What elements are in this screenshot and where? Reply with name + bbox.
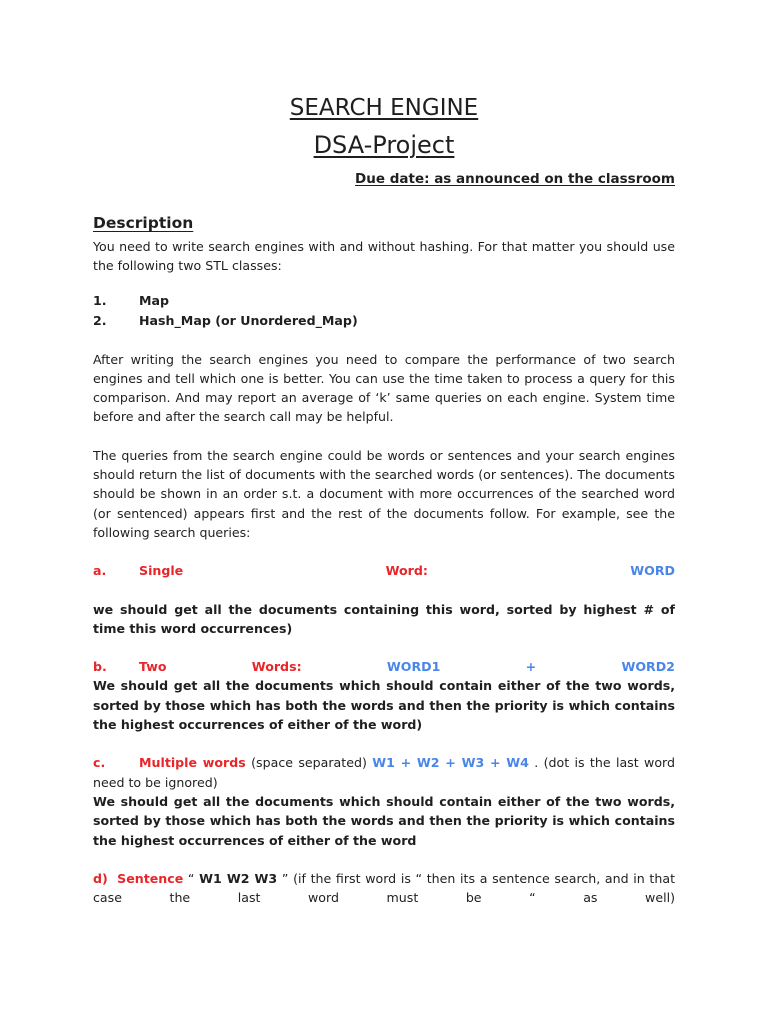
document-subtitle — [93, 127, 675, 164]
item-plus: + — [525, 659, 537, 675]
query-item-d — [93, 869, 675, 908]
query-item-b — [93, 657, 675, 676]
item-after: . (dot is the last word need to be ignored) — [93, 755, 675, 790]
queries-paragraph: The queries from the search engine could be words or sentences and your search engines should return the list of documents with the searched words (or sentences). The documents should be shown in an order s.t. a document with more occurrences of the searched word (or sentenced) appears first and the rest of the documents follow. For example, see the following search queries: — [93, 447, 675, 540]
intro-paragraph: You need to write search engines with and without hashing. For that matter you should use the following two STL classes: — [93, 239, 675, 274]
item-label: Sentence — [117, 870, 184, 886]
item-marker: b. — [93, 659, 107, 675]
item-c-description: We should get all the documents which should contain either of the two words, sorted by those which has both the words and then the priority is which contains the highest occurrences of either of the word — [93, 793, 675, 848]
item-a-description: we should get all the documents containing this word, sorted by highest # of time this word occurrences) — [93, 601, 675, 636]
list-label: Map — [139, 292, 170, 308]
list-label: Hash_Map (or Unordered_Map) — [139, 312, 358, 328]
compare-paragraph: After writing the search engines you need to compare the performance of two search engines and tell which one is better. You can use the time taken to process a query for this comparison. And may report an average of ‘k’ same queries on each engine. System time before and after the search call may be helpful. — [93, 351, 675, 425]
item-text: ” (if the first word is “ then its a sentence search, and in that case the last word must be “ as well) — [93, 870, 676, 906]
item-marker: a. — [93, 563, 107, 579]
item-value: WORD — [630, 563, 675, 579]
item-note: (space separated) — [245, 755, 373, 771]
item-label: Single — [139, 563, 184, 579]
item-label: Multiple words — [139, 755, 246, 771]
item-value: W1 W2 W3 — [199, 870, 278, 886]
item-open-quote: “ — [183, 870, 200, 886]
stl-list-item — [93, 291, 675, 311]
list-number: 2. — [93, 312, 107, 328]
title-line-1: SEARCH ENGINE — [289, 95, 479, 121]
item-value-2: WORD2 — [621, 659, 675, 675]
query-item-c — [93, 753, 675, 792]
document-title — [93, 90, 675, 127]
item-value: W1 + W2 + W3 + W4 — [372, 755, 529, 771]
item-b-description: We should get all the documents which should contain either of the two words, sorted by those which has both the words and then the priority is which contains the highest occurrences of either of the word) — [93, 678, 675, 733]
list-number: 1. — [93, 292, 107, 308]
item-value-1: WORD1 — [386, 659, 441, 675]
query-item-a — [93, 561, 675, 580]
stl-list-item — [93, 311, 675, 331]
item-label-words: Words: — [251, 659, 302, 675]
due-date — [93, 171, 675, 187]
due-date-text: Due date: as announced on the classroom — [355, 171, 675, 187]
title-line-2: DSA-Project — [313, 131, 455, 159]
item-label-word: Word: — [385, 563, 428, 579]
document-page — [93, 90, 675, 907]
item-marker: c. — [93, 755, 106, 771]
item-marker: d) — [93, 870, 108, 886]
description-heading-text: Description — [93, 214, 194, 232]
description-heading — [93, 212, 675, 234]
item-label: Two — [139, 659, 167, 675]
